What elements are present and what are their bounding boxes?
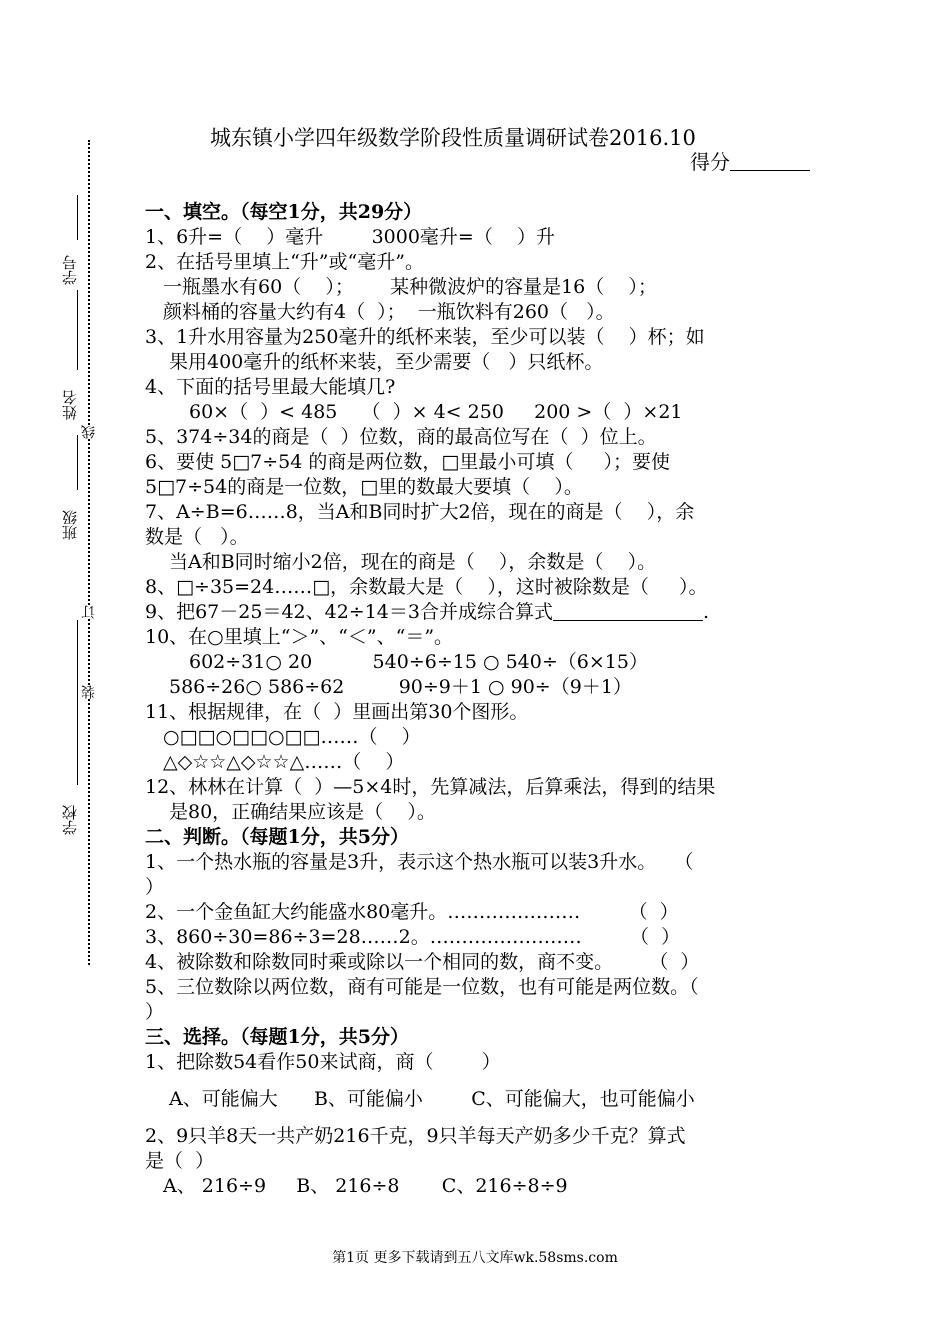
question-line: 3、1升水用容量为250毫升的纸杯来装，至少可以装（ ）杯；如 — [145, 326, 705, 348]
question-line: 60×（ ）< 485 （ ）× 4< 250 200 >（ ）×21 — [189, 401, 683, 423]
student-id-blank — [77, 195, 78, 240]
section-heading: 三、选择。（每题1分，共5分） — [145, 1026, 409, 1048]
section-heading: 一、填空。（每空1分，共29分） — [145, 201, 423, 223]
school-blank — [77, 620, 78, 785]
seal-char-zhuang: 装 — [81, 685, 97, 699]
question-line: 10、在○里填上“＞”、“＜”、“＝”。 — [145, 626, 454, 648]
question-line: △◇☆☆△◇☆☆△……（ ） — [163, 751, 405, 773]
section-heading: 二、判断。（每题1分，共5分） — [145, 826, 409, 848]
question-line: 1、6升=（ ）毫升 3000毫升=（ ）升 — [145, 226, 556, 248]
question-line: 果用400毫升的纸杯来装，至少需要（ ）只纸杯。 — [169, 351, 604, 373]
score-field — [690, 150, 810, 175]
question-line: 3、860÷30=86÷3=28……2。…………………… （ ） — [145, 926, 681, 948]
question-line: 数是（ ）。 — [145, 526, 249, 548]
score-blank — [730, 150, 810, 171]
question-line: 一瓶墨水有60（ ）； 某种微波炉的容量是16（ ）； — [163, 276, 657, 298]
question-line: 是80，正确结果应该是（ ）。 — [169, 801, 436, 823]
question-line: 2、一个金鱼缸大约能盛水80毫升。………………… （ ） — [145, 901, 679, 923]
question-line: 当A和B同时缩小2倍，现在的商是（ ），余数是（ ）。 — [169, 551, 657, 573]
exam-content — [145, 200, 810, 1199]
question-line: 9、把67－25＝42、42÷14＝3合并成综合算式 — [145, 601, 553, 623]
question-line: 12、林林在计算（ ）—5×4时，先算减法，后算乘法，得到的结果 — [145, 776, 716, 798]
page-footer: 第1页 更多下载请到五八文库wk.58sms.com — [332, 1250, 618, 1266]
name-blank — [77, 290, 78, 370]
question-line: 11、根据规律，在（ ）里画出第30个图形。 — [145, 701, 529, 723]
question-line: 5、374÷34的商是（ ）位数，商的最高位写在（ ）位上。 — [145, 426, 657, 448]
question-line: 586÷26○ 586÷62 90÷9＋1 ○ 90÷（9＋1） — [169, 676, 632, 698]
seal-char-ding: 订 — [81, 605, 97, 619]
question-line: 颜料桶的容量大约有4（ ）； 一瓶饮料有260（ ）。 — [163, 301, 615, 323]
question-line: 5、三位数除以两位数，商有可能是一位数，也有可能是两位数。（ — [145, 976, 699, 998]
question-line: 4、下面的括号里最大能填几? — [145, 376, 396, 398]
question-line: 7、A÷B=6……8，当A和B同时扩大2倍，现在的商是（ ），余 — [145, 501, 695, 523]
exam-title: 城东镇小学四年级数学阶段性质量调研试卷2016.10 — [210, 126, 696, 150]
question-line: 是（ ） — [145, 1150, 215, 1172]
question-line: 2、在括号里填上“升”或“毫升”。 — [145, 251, 424, 273]
period-mark: . — [702, 601, 710, 623]
question-line: 2、9只羊8天一共产奶216千克，9只羊每天产奶多少千克？算式 — [145, 1125, 686, 1147]
question-line: 5□7÷54的商是一位数，□里的数最大要填（ ）。 — [145, 476, 583, 498]
seal-char-xian: 线 — [81, 425, 97, 439]
question-line: A、 216÷9 B、 216÷8 C、216÷8÷9 — [163, 1175, 568, 1197]
question-line: 8、□÷35=24……□，余数最大是（ ），这时被除数是（ ）。 — [145, 576, 708, 598]
question-line: ） — [145, 876, 165, 898]
question-line: 1、一个热水瓶的容量是3升，表示这个热水瓶可以装3升水。 （ — [145, 851, 694, 873]
school-label: 学校 — [61, 805, 79, 835]
question-line: 602÷31○ 20 540÷6÷15 ○ 540÷（6×15） — [189, 651, 648, 673]
score-label: 得分 — [690, 150, 730, 174]
binding-dotted-line — [88, 140, 90, 965]
question-line: 6、要使 5□7÷54 的商是两位数，□里最小可填（ ）；要使 — [145, 451, 671, 473]
binding-margin — [55, 140, 95, 965]
question-line: ○□□○□□○□□……（ ） — [163, 726, 421, 748]
question-line: 1、把除数54看作50来试商，商（ ） — [145, 1051, 501, 1073]
question-line: ） — [145, 1001, 165, 1023]
class-label: 班级 — [61, 510, 79, 540]
student-id-label: 学号 — [61, 255, 79, 285]
question-line: A、可能偏大 B、可能偏小 C、可能偏大，也可能偏小 — [169, 1088, 695, 1110]
question-line: 4、被除数和除数同时乘或除以一个相同的数，商不变。 （ ） — [145, 951, 700, 973]
answer-blank — [553, 602, 703, 621]
class-blank — [77, 435, 78, 490]
name-label: 姓名 — [61, 390, 79, 420]
